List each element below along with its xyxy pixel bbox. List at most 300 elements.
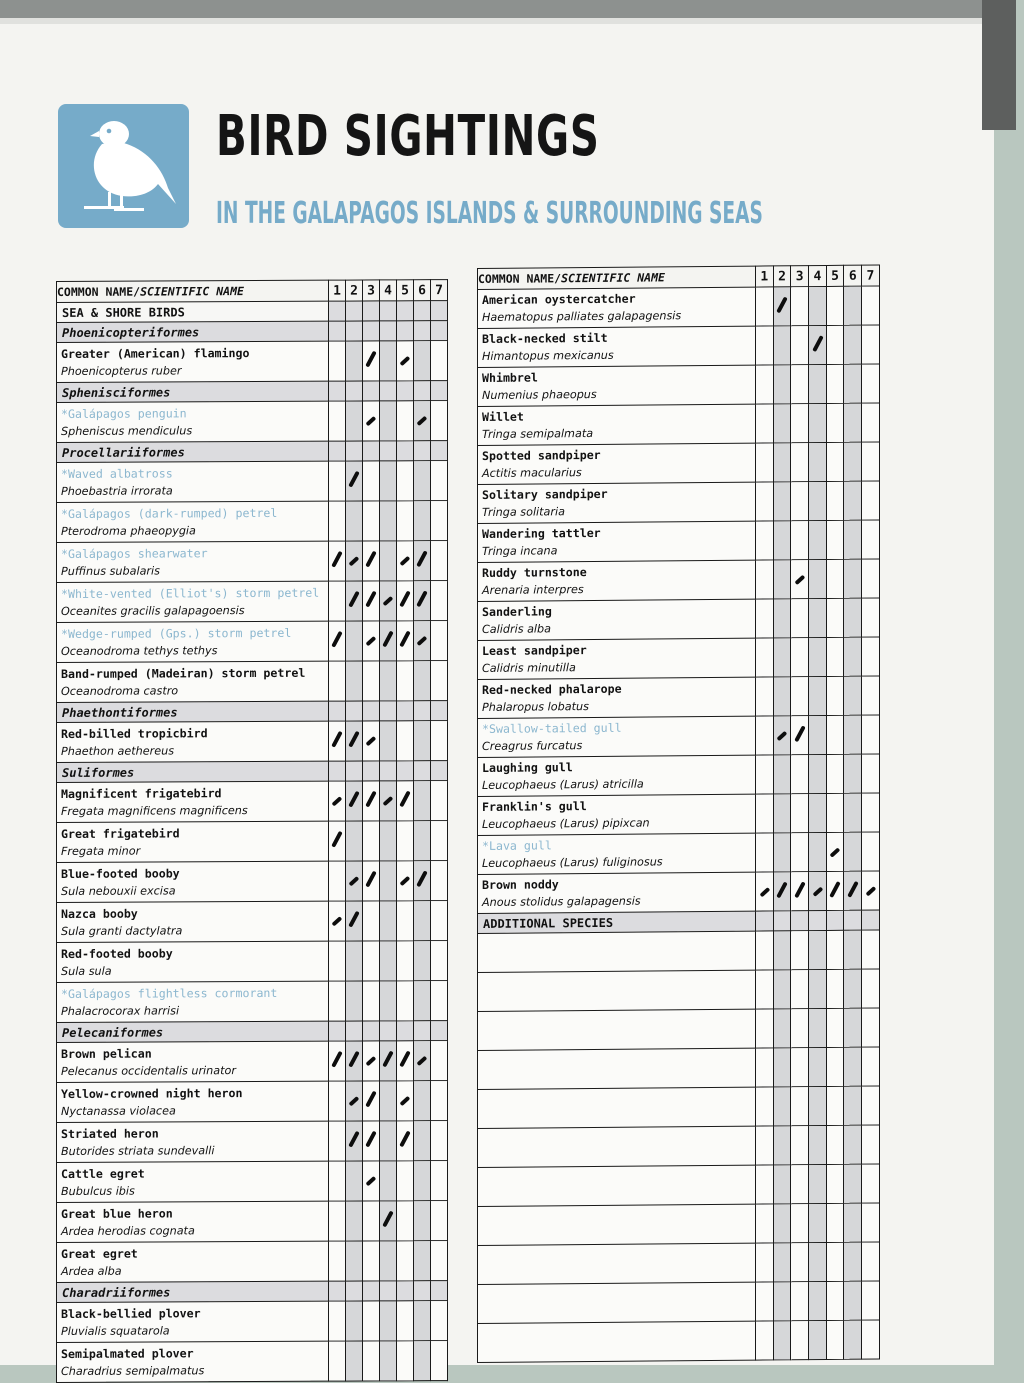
day-4-checkbox[interactable] xyxy=(809,481,827,520)
day-6-checkbox[interactable] xyxy=(844,442,862,481)
day-5-checkbox[interactable] xyxy=(826,1281,844,1320)
day-1-checkbox[interactable] xyxy=(756,872,774,911)
day-6-checkbox[interactable] xyxy=(844,1164,862,1203)
day-6-checkbox[interactable] xyxy=(844,832,862,871)
day-1-checkbox[interactable] xyxy=(756,599,774,638)
day-3-checkbox[interactable] xyxy=(791,326,809,365)
day-4-checkbox[interactable] xyxy=(809,1320,827,1359)
day-1-checkbox[interactable] xyxy=(756,638,774,677)
day-2-checkbox[interactable] xyxy=(773,287,791,326)
day-7-checkbox[interactable] xyxy=(431,721,448,761)
day-2-checkbox[interactable] xyxy=(346,721,363,761)
day-4-checkbox[interactable] xyxy=(380,901,397,941)
day-4-checkbox[interactable] xyxy=(809,676,827,715)
day-7-checkbox[interactable] xyxy=(431,501,448,541)
day-2-checkbox[interactable] xyxy=(773,1087,791,1126)
day-4-checkbox[interactable] xyxy=(809,793,827,832)
day-2-checkbox[interactable] xyxy=(346,581,363,621)
day-2-checkbox[interactable] xyxy=(346,941,363,981)
day-5-checkbox[interactable] xyxy=(397,501,414,541)
day-4-checkbox[interactable] xyxy=(809,1086,827,1125)
day-1-checkbox[interactable] xyxy=(329,1161,346,1201)
day-6-checkbox[interactable] xyxy=(414,901,431,941)
day-5-checkbox[interactable] xyxy=(397,1241,414,1281)
day-6-checkbox[interactable] xyxy=(414,1081,431,1121)
day-6-checkbox[interactable] xyxy=(414,861,431,901)
day-4-checkbox[interactable] xyxy=(380,1241,397,1281)
day-7-checkbox[interactable] xyxy=(862,715,880,754)
day-5-checkbox[interactable] xyxy=(826,520,844,559)
day-3-checkbox[interactable] xyxy=(363,661,380,701)
day-3-checkbox[interactable] xyxy=(791,638,809,677)
day-1-checkbox[interactable] xyxy=(329,621,346,661)
day-3-checkbox[interactable] xyxy=(363,461,380,501)
day-3-checkbox[interactable] xyxy=(363,541,380,581)
blank-name-cell[interactable] xyxy=(478,1048,756,1089)
day-5-checkbox[interactable] xyxy=(826,832,844,871)
day-1-checkbox[interactable] xyxy=(329,861,346,901)
day-7-checkbox[interactable] xyxy=(431,901,448,941)
day-2-checkbox[interactable] xyxy=(773,931,791,970)
day-2-checkbox[interactable] xyxy=(346,1341,363,1381)
day-2-checkbox[interactable] xyxy=(773,404,791,443)
day-5-checkbox[interactable] xyxy=(826,325,844,364)
blank-name-cell[interactable] xyxy=(478,931,756,972)
day-3-checkbox[interactable] xyxy=(791,1048,809,1087)
day-2-checkbox[interactable] xyxy=(773,326,791,365)
day-7-checkbox[interactable] xyxy=(862,793,880,832)
day-2-checkbox[interactable] xyxy=(346,1121,363,1161)
day-6-checkbox[interactable] xyxy=(844,1047,862,1086)
day-7-checkbox[interactable] xyxy=(862,559,880,598)
day-3-checkbox[interactable] xyxy=(791,872,809,911)
day-6-checkbox[interactable] xyxy=(414,581,431,621)
day-3-checkbox[interactable] xyxy=(363,1201,380,1241)
day-1-checkbox[interactable] xyxy=(756,482,774,521)
day-5-checkbox[interactable] xyxy=(826,676,844,715)
day-4-checkbox[interactable] xyxy=(809,520,827,559)
day-4-checkbox[interactable] xyxy=(809,286,827,325)
day-2-checkbox[interactable] xyxy=(773,1321,791,1360)
day-7-checkbox[interactable] xyxy=(862,1320,880,1359)
day-4-checkbox[interactable] xyxy=(809,1047,827,1086)
day-5-checkbox[interactable] xyxy=(826,1242,844,1281)
day-7-checkbox[interactable] xyxy=(862,969,880,1008)
day-5-checkbox[interactable] xyxy=(397,401,414,441)
day-3-checkbox[interactable] xyxy=(791,482,809,521)
day-3-checkbox[interactable] xyxy=(363,1121,380,1161)
day-6-checkbox[interactable] xyxy=(414,1341,431,1381)
day-5-checkbox[interactable] xyxy=(397,861,414,901)
day-3-checkbox[interactable] xyxy=(363,1161,380,1201)
blank-name-cell[interactable] xyxy=(478,1009,756,1050)
day-1-checkbox[interactable] xyxy=(756,1126,774,1165)
day-1-checkbox[interactable] xyxy=(329,401,346,441)
day-3-checkbox[interactable] xyxy=(363,1081,380,1121)
day-7-checkbox[interactable] xyxy=(431,581,448,621)
day-7-checkbox[interactable] xyxy=(862,520,880,559)
day-6-checkbox[interactable] xyxy=(844,325,862,364)
day-4-checkbox[interactable] xyxy=(380,341,397,381)
day-2-checkbox[interactable] xyxy=(773,970,791,1009)
day-1-checkbox[interactable] xyxy=(756,287,774,326)
day-6-checkbox[interactable] xyxy=(844,1203,862,1242)
day-2-checkbox[interactable] xyxy=(346,401,363,441)
day-6-checkbox[interactable] xyxy=(414,461,431,501)
day-6-checkbox[interactable] xyxy=(414,1301,431,1341)
day-7-checkbox[interactable] xyxy=(862,403,880,442)
day-1-checkbox[interactable] xyxy=(756,1282,774,1321)
day-5-checkbox[interactable] xyxy=(397,1201,414,1241)
day-2-checkbox[interactable] xyxy=(773,1126,791,1165)
day-7-checkbox[interactable] xyxy=(431,1081,448,1121)
day-3-checkbox[interactable] xyxy=(363,1241,380,1281)
day-2-checkbox[interactable] xyxy=(773,1282,791,1321)
day-2-checkbox[interactable] xyxy=(346,501,363,541)
day-4-checkbox[interactable] xyxy=(380,981,397,1021)
day-5-checkbox[interactable] xyxy=(826,1164,844,1203)
day-3-checkbox[interactable] xyxy=(363,941,380,981)
day-6-checkbox[interactable] xyxy=(844,754,862,793)
day-5-checkbox[interactable] xyxy=(397,1341,414,1381)
day-1-checkbox[interactable] xyxy=(756,755,774,794)
blank-name-cell[interactable] xyxy=(478,1282,756,1323)
day-3-checkbox[interactable] xyxy=(363,341,380,381)
day-4-checkbox[interactable] xyxy=(809,637,827,676)
day-5-checkbox[interactable] xyxy=(826,1008,844,1047)
blank-name-cell[interactable] xyxy=(478,1204,756,1245)
day-3-checkbox[interactable] xyxy=(363,1301,380,1341)
day-1-checkbox[interactable] xyxy=(756,1321,774,1360)
day-7-checkbox[interactable] xyxy=(862,832,880,871)
day-3-checkbox[interactable] xyxy=(791,443,809,482)
day-4-checkbox[interactable] xyxy=(380,1161,397,1201)
day-5-checkbox[interactable] xyxy=(397,661,414,701)
day-4-checkbox[interactable] xyxy=(380,781,397,821)
day-3-checkbox[interactable] xyxy=(791,755,809,794)
day-2-checkbox[interactable] xyxy=(773,1048,791,1087)
day-3-checkbox[interactable] xyxy=(363,901,380,941)
day-6-checkbox[interactable] xyxy=(414,501,431,541)
day-3-checkbox[interactable] xyxy=(363,861,380,901)
day-1-checkbox[interactable] xyxy=(756,1204,774,1243)
day-2-checkbox[interactable] xyxy=(346,1041,363,1081)
day-1-checkbox[interactable] xyxy=(756,1048,774,1087)
day-4-checkbox[interactable] xyxy=(809,325,827,364)
day-4-checkbox[interactable] xyxy=(380,721,397,761)
day-3-checkbox[interactable] xyxy=(363,981,380,1021)
blank-name-cell[interactable] xyxy=(478,1243,756,1284)
day-2-checkbox[interactable] xyxy=(773,1165,791,1204)
day-2-checkbox[interactable] xyxy=(773,1243,791,1282)
day-1-checkbox[interactable] xyxy=(756,443,774,482)
day-6-checkbox[interactable] xyxy=(844,286,862,325)
day-6-checkbox[interactable] xyxy=(844,969,862,1008)
day-4-checkbox[interactable] xyxy=(809,364,827,403)
day-4-checkbox[interactable] xyxy=(809,598,827,637)
day-2-checkbox[interactable] xyxy=(773,872,791,911)
day-6-checkbox[interactable] xyxy=(414,1121,431,1161)
blank-name-cell[interactable] xyxy=(478,1087,756,1128)
day-7-checkbox[interactable] xyxy=(431,1241,448,1281)
day-5-checkbox[interactable] xyxy=(826,930,844,969)
day-5-checkbox[interactable] xyxy=(826,637,844,676)
day-4-checkbox[interactable] xyxy=(380,661,397,701)
day-3-checkbox[interactable] xyxy=(791,677,809,716)
day-7-checkbox[interactable] xyxy=(431,1301,448,1341)
day-5-checkbox[interactable] xyxy=(826,442,844,481)
day-3-checkbox[interactable] xyxy=(791,1243,809,1282)
day-1-checkbox[interactable] xyxy=(329,821,346,861)
day-2-checkbox[interactable] xyxy=(773,443,791,482)
day-1-checkbox[interactable] xyxy=(329,901,346,941)
day-7-checkbox[interactable] xyxy=(862,1242,880,1281)
day-2-checkbox[interactable] xyxy=(346,1301,363,1341)
blank-name-cell[interactable] xyxy=(478,1126,756,1167)
day-2-checkbox[interactable] xyxy=(773,599,791,638)
day-5-checkbox[interactable] xyxy=(397,1081,414,1121)
day-7-checkbox[interactable] xyxy=(862,754,880,793)
day-5-checkbox[interactable] xyxy=(826,481,844,520)
day-5-checkbox[interactable] xyxy=(397,461,414,501)
day-7-checkbox[interactable] xyxy=(431,861,448,901)
day-7-checkbox[interactable] xyxy=(431,981,448,1021)
day-1-checkbox[interactable] xyxy=(756,833,774,872)
day-7-checkbox[interactable] xyxy=(431,541,448,581)
day-4-checkbox[interactable] xyxy=(809,559,827,598)
day-2-checkbox[interactable] xyxy=(773,560,791,599)
day-7-checkbox[interactable] xyxy=(862,1125,880,1164)
day-6-checkbox[interactable] xyxy=(844,598,862,637)
day-6-checkbox[interactable] xyxy=(414,941,431,981)
day-2-checkbox[interactable] xyxy=(346,861,363,901)
day-1-checkbox[interactable] xyxy=(329,581,346,621)
day-6-checkbox[interactable] xyxy=(844,793,862,832)
day-2-checkbox[interactable] xyxy=(773,677,791,716)
day-6-checkbox[interactable] xyxy=(844,1281,862,1320)
day-6-checkbox[interactable] xyxy=(844,1008,862,1047)
day-6-checkbox[interactable] xyxy=(414,1201,431,1241)
day-3-checkbox[interactable] xyxy=(791,1009,809,1048)
day-4-checkbox[interactable] xyxy=(380,1041,397,1081)
day-7-checkbox[interactable] xyxy=(862,1203,880,1242)
day-5-checkbox[interactable] xyxy=(397,781,414,821)
day-1-checkbox[interactable] xyxy=(756,365,774,404)
day-5-checkbox[interactable] xyxy=(826,793,844,832)
day-5-checkbox[interactable] xyxy=(397,1301,414,1341)
day-3-checkbox[interactable] xyxy=(791,599,809,638)
day-2-checkbox[interactable] xyxy=(773,482,791,521)
day-7-checkbox[interactable] xyxy=(431,621,448,661)
day-5-checkbox[interactable] xyxy=(826,403,844,442)
day-1-checkbox[interactable] xyxy=(329,1121,346,1161)
day-3-checkbox[interactable] xyxy=(363,1341,380,1381)
day-3-checkbox[interactable] xyxy=(363,821,380,861)
day-3-checkbox[interactable] xyxy=(363,401,380,441)
day-1-checkbox[interactable] xyxy=(756,970,774,1009)
day-3-checkbox[interactable] xyxy=(791,287,809,326)
day-3-checkbox[interactable] xyxy=(363,621,380,661)
day-7-checkbox[interactable] xyxy=(862,1008,880,1047)
day-3-checkbox[interactable] xyxy=(363,581,380,621)
day-1-checkbox[interactable] xyxy=(329,1341,346,1381)
day-4-checkbox[interactable] xyxy=(380,861,397,901)
day-7-checkbox[interactable] xyxy=(862,871,880,910)
day-6-checkbox[interactable] xyxy=(844,520,862,559)
day-7-checkbox[interactable] xyxy=(431,341,448,381)
day-5-checkbox[interactable] xyxy=(397,901,414,941)
day-3-checkbox[interactable] xyxy=(363,781,380,821)
blank-name-cell[interactable] xyxy=(478,1165,756,1206)
day-3-checkbox[interactable] xyxy=(791,794,809,833)
day-6-checkbox[interactable] xyxy=(844,676,862,715)
day-2-checkbox[interactable] xyxy=(346,901,363,941)
day-2-checkbox[interactable] xyxy=(346,981,363,1021)
day-2-checkbox[interactable] xyxy=(346,1201,363,1241)
day-5-checkbox[interactable] xyxy=(397,341,414,381)
day-3-checkbox[interactable] xyxy=(791,1282,809,1321)
day-2-checkbox[interactable] xyxy=(773,365,791,404)
day-2-checkbox[interactable] xyxy=(346,1241,363,1281)
day-5-checkbox[interactable] xyxy=(397,1161,414,1201)
day-1-checkbox[interactable] xyxy=(329,541,346,581)
day-6-checkbox[interactable] xyxy=(414,981,431,1021)
day-4-checkbox[interactable] xyxy=(380,1201,397,1241)
day-6-checkbox[interactable] xyxy=(844,1125,862,1164)
day-2-checkbox[interactable] xyxy=(773,833,791,872)
day-5-checkbox[interactable] xyxy=(826,715,844,754)
day-3-checkbox[interactable] xyxy=(791,1204,809,1243)
day-6-checkbox[interactable] xyxy=(844,364,862,403)
day-2-checkbox[interactable] xyxy=(773,638,791,677)
day-4-checkbox[interactable] xyxy=(380,1341,397,1381)
day-4-checkbox[interactable] xyxy=(809,1203,827,1242)
day-4-checkbox[interactable] xyxy=(809,930,827,969)
day-4-checkbox[interactable] xyxy=(380,821,397,861)
day-7-checkbox[interactable] xyxy=(431,941,448,981)
day-1-checkbox[interactable] xyxy=(329,461,346,501)
day-7-checkbox[interactable] xyxy=(862,1086,880,1125)
day-3-checkbox[interactable] xyxy=(791,404,809,443)
day-5-checkbox[interactable] xyxy=(397,1121,414,1161)
day-6-checkbox[interactable] xyxy=(844,1320,862,1359)
day-7-checkbox[interactable] xyxy=(431,661,448,701)
day-1-checkbox[interactable] xyxy=(756,1165,774,1204)
day-4-checkbox[interactable] xyxy=(809,832,827,871)
day-1-checkbox[interactable] xyxy=(329,1041,346,1081)
day-1-checkbox[interactable] xyxy=(756,404,774,443)
day-3-checkbox[interactable] xyxy=(791,521,809,560)
day-6-checkbox[interactable] xyxy=(844,715,862,754)
day-4-checkbox[interactable] xyxy=(809,1125,827,1164)
day-5-checkbox[interactable] xyxy=(826,754,844,793)
day-1-checkbox[interactable] xyxy=(329,721,346,761)
day-7-checkbox[interactable] xyxy=(862,442,880,481)
day-1-checkbox[interactable] xyxy=(329,1081,346,1121)
day-4-checkbox[interactable] xyxy=(380,1301,397,1341)
day-5-checkbox[interactable] xyxy=(826,286,844,325)
day-6-checkbox[interactable] xyxy=(414,781,431,821)
day-7-checkbox[interactable] xyxy=(431,1041,448,1081)
day-1-checkbox[interactable] xyxy=(756,1087,774,1126)
day-6-checkbox[interactable] xyxy=(414,1161,431,1201)
day-4-checkbox[interactable] xyxy=(380,501,397,541)
day-2-checkbox[interactable] xyxy=(346,541,363,581)
day-2-checkbox[interactable] xyxy=(773,794,791,833)
day-7-checkbox[interactable] xyxy=(862,286,880,325)
day-5-checkbox[interactable] xyxy=(826,969,844,1008)
day-4-checkbox[interactable] xyxy=(809,1242,827,1281)
day-6-checkbox[interactable] xyxy=(844,871,862,910)
day-4-checkbox[interactable] xyxy=(380,621,397,661)
blank-name-cell[interactable] xyxy=(478,1321,756,1362)
day-4-checkbox[interactable] xyxy=(809,871,827,910)
day-1-checkbox[interactable] xyxy=(329,1241,346,1281)
day-6-checkbox[interactable] xyxy=(414,541,431,581)
day-1-checkbox[interactable] xyxy=(329,501,346,541)
day-2-checkbox[interactable] xyxy=(346,821,363,861)
day-6-checkbox[interactable] xyxy=(414,621,431,661)
day-6-checkbox[interactable] xyxy=(414,341,431,381)
day-6-checkbox[interactable] xyxy=(414,401,431,441)
day-5-checkbox[interactable] xyxy=(826,559,844,598)
day-2-checkbox[interactable] xyxy=(773,1009,791,1048)
day-7-checkbox[interactable] xyxy=(431,1161,448,1201)
day-1-checkbox[interactable] xyxy=(756,716,774,755)
day-2-checkbox[interactable] xyxy=(346,341,363,381)
day-1-checkbox[interactable] xyxy=(329,941,346,981)
day-5-checkbox[interactable] xyxy=(826,1047,844,1086)
day-3-checkbox[interactable] xyxy=(363,721,380,761)
day-4-checkbox[interactable] xyxy=(809,969,827,1008)
day-4-checkbox[interactable] xyxy=(809,403,827,442)
day-5-checkbox[interactable] xyxy=(397,941,414,981)
day-4-checkbox[interactable] xyxy=(380,581,397,621)
day-6-checkbox[interactable] xyxy=(844,637,862,676)
day-5-checkbox[interactable] xyxy=(397,621,414,661)
day-3-checkbox[interactable] xyxy=(791,1165,809,1204)
day-7-checkbox[interactable] xyxy=(862,481,880,520)
day-1-checkbox[interactable] xyxy=(756,521,774,560)
day-4-checkbox[interactable] xyxy=(809,1008,827,1047)
day-7-checkbox[interactable] xyxy=(431,401,448,441)
day-2-checkbox[interactable] xyxy=(346,461,363,501)
day-5-checkbox[interactable] xyxy=(826,1203,844,1242)
day-4-checkbox[interactable] xyxy=(380,1081,397,1121)
day-5-checkbox[interactable] xyxy=(397,581,414,621)
day-6-checkbox[interactable] xyxy=(844,930,862,969)
day-1-checkbox[interactable] xyxy=(756,677,774,716)
day-4-checkbox[interactable] xyxy=(809,1281,827,1320)
day-4-checkbox[interactable] xyxy=(380,541,397,581)
day-5-checkbox[interactable] xyxy=(826,598,844,637)
day-6-checkbox[interactable] xyxy=(844,1086,862,1125)
day-7-checkbox[interactable] xyxy=(431,461,448,501)
day-2-checkbox[interactable] xyxy=(346,621,363,661)
day-7-checkbox[interactable] xyxy=(431,821,448,861)
day-4-checkbox[interactable] xyxy=(809,1164,827,1203)
day-5-checkbox[interactable] xyxy=(397,721,414,761)
day-7-checkbox[interactable] xyxy=(431,781,448,821)
day-5-checkbox[interactable] xyxy=(826,364,844,403)
day-6-checkbox[interactable] xyxy=(844,403,862,442)
day-7-checkbox[interactable] xyxy=(431,1341,448,1381)
day-3-checkbox[interactable] xyxy=(363,501,380,541)
day-7-checkbox[interactable] xyxy=(862,598,880,637)
day-3-checkbox[interactable] xyxy=(791,931,809,970)
day-1-checkbox[interactable] xyxy=(756,794,774,833)
day-2-checkbox[interactable] xyxy=(773,521,791,560)
